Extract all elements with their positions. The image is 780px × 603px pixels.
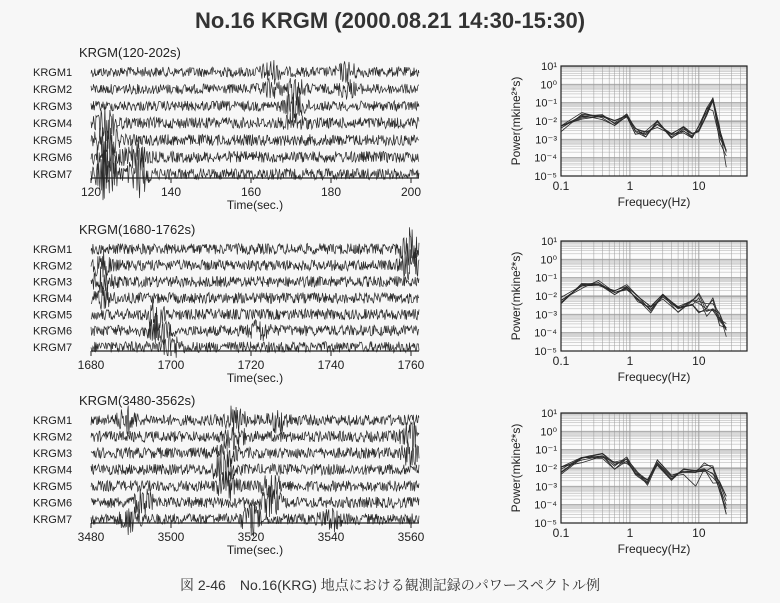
y-tick-label: 10⁻²: [535, 116, 557, 128]
time-axis-label: Time(sec.): [226, 198, 284, 212]
time-tick-label: 3500: [157, 530, 185, 544]
x-tick-label: 1: [626, 179, 634, 193]
time-axis-label: Time(sec.): [226, 543, 284, 557]
y-axis-label: Power(mkine²*s): [509, 423, 523, 513]
trace-label: KRGM5: [33, 135, 73, 147]
time-tick-label: 120: [80, 185, 102, 199]
trace-label: KRGM7: [33, 342, 73, 354]
x-tick-label: 0.1: [552, 526, 570, 540]
y-tick-label: 10⁻⁴: [534, 499, 557, 512]
trace-label: KRGM1: [33, 67, 73, 79]
waveform-trace: [91, 406, 419, 436]
time-axis-label: Time(sec.): [226, 371, 284, 385]
x-tick-label: 0.1: [552, 179, 570, 193]
trace-label: KRGM3: [33, 448, 73, 460]
x-tick-label: 1: [626, 354, 634, 368]
trace-label: KRGM6: [33, 152, 73, 164]
y-tick-label: 10⁻⁵: [534, 518, 557, 530]
waveform-panel-1: [33, 45, 421, 212]
y-axis-label: Power(mkine²*s): [509, 251, 523, 341]
y-tick-label: 10⁻⁴: [534, 152, 557, 165]
waveform-panel-title: KRGM(3480-3562s): [79, 393, 196, 408]
y-tick-label: 10⁻³: [535, 481, 557, 494]
trace-label: KRGM2: [33, 431, 73, 444]
waveform-trace: [91, 60, 419, 84]
trace-label: KRGM3: [33, 101, 73, 113]
y-tick-label: 10⁰: [540, 79, 557, 92]
waveform-trace: [91, 438, 419, 467]
spectrum-panel-3: [509, 408, 747, 556]
waveform-panel-title: KRGM(120-202s): [79, 45, 181, 60]
spectrum-panel-1: [509, 61, 747, 209]
time-tick-label: 200: [400, 185, 422, 199]
trace-label: KRGM6: [33, 497, 73, 510]
trace-label: KRGM5: [33, 309, 73, 322]
waveform-trace: [91, 332, 419, 358]
time-tick-label: 3480: [77, 530, 105, 544]
trace-label: KRGM3: [33, 276, 73, 289]
spectrum-panel-2: [509, 236, 747, 384]
time-tick-label: 1740: [317, 358, 345, 372]
x-axis-label: Frequecy(Hz): [617, 370, 691, 384]
waveform-trace: [91, 286, 419, 310]
y-tick-label: 10⁻⁴: [534, 327, 557, 340]
x-axis-label: Frequecy(Hz): [617, 542, 691, 556]
trace-label: KRGM1: [33, 244, 73, 256]
x-tick-label: 1: [626, 526, 634, 540]
time-tick-label: 140: [160, 185, 182, 199]
y-tick-label: 10⁻⁵: [534, 171, 557, 183]
time-tick-label: 3540: [317, 530, 345, 544]
time-tick-label: 3560: [397, 530, 425, 544]
trace-label: KRGM2: [33, 84, 73, 96]
trace-label: KRGM7: [33, 169, 73, 181]
time-tick-label: 1680: [77, 358, 105, 372]
waveform-trace: [91, 266, 419, 296]
y-tick-label: 10¹: [541, 61, 557, 73]
y-tick-label: 10¹: [541, 408, 557, 420]
figure-title: No.16 KRGM (2000.08.21 14:30-15:30): [194, 8, 586, 33]
y-tick-label: 10⁻²: [535, 463, 557, 475]
y-tick-label: 10¹: [541, 236, 557, 248]
y-tick-label: 10⁻³: [535, 309, 557, 322]
waveform-panel-3: [33, 393, 425, 557]
y-tick-label: 10⁻¹: [535, 272, 557, 285]
time-tick-label: 1700: [157, 358, 185, 372]
time-tick-label: 1720: [237, 358, 265, 372]
y-tick-label: 10⁻³: [535, 134, 557, 147]
time-tick-label: 1760: [397, 358, 425, 372]
x-tick-label: 0.1: [552, 354, 570, 368]
x-tick-label: 10: [692, 179, 706, 193]
trace-label: KRGM4: [33, 293, 73, 305]
trace-label: KRGM4: [33, 464, 73, 477]
time-tick-label: 3520: [237, 530, 265, 544]
x-tick-label: 10: [692, 526, 706, 540]
trace-label: KRGM5: [33, 481, 73, 493]
time-tick-label: 160: [240, 185, 262, 199]
waveform-trace: [91, 422, 419, 452]
waveform-trace: [91, 106, 419, 141]
y-axis-label: Power(mkine²*s): [509, 76, 523, 166]
x-tick-label: 10: [692, 354, 706, 368]
figure-caption: 図 2-46 No.16(KRG) 地点における観測記録のパワースペクトル例: [179, 577, 601, 593]
y-tick-label: 10⁻¹: [535, 97, 557, 110]
y-tick-label: 10⁻⁵: [534, 346, 557, 358]
waveform-trace: [91, 78, 419, 101]
y-tick-label: 10⁻¹: [535, 444, 557, 457]
trace-label: KRGM1: [33, 415, 73, 427]
trace-label: KRGM7: [33, 514, 73, 526]
y-tick-label: 10⁻²: [535, 291, 557, 303]
trace-label: KRGM2: [33, 260, 73, 273]
waveform-trace: [91, 249, 419, 280]
trace-label: KRGM6: [33, 325, 73, 338]
x-axis-label: Frequecy(Hz): [617, 195, 691, 209]
waveform-panel-2: [33, 222, 425, 385]
y-tick-label: 10⁰: [540, 426, 557, 439]
waveform-panel-title: KRGM(1680-1762s): [79, 222, 196, 237]
trace-label: KRGM4: [33, 118, 73, 130]
y-tick-label: 10⁰: [540, 254, 557, 267]
time-tick-label: 180: [320, 185, 342, 199]
